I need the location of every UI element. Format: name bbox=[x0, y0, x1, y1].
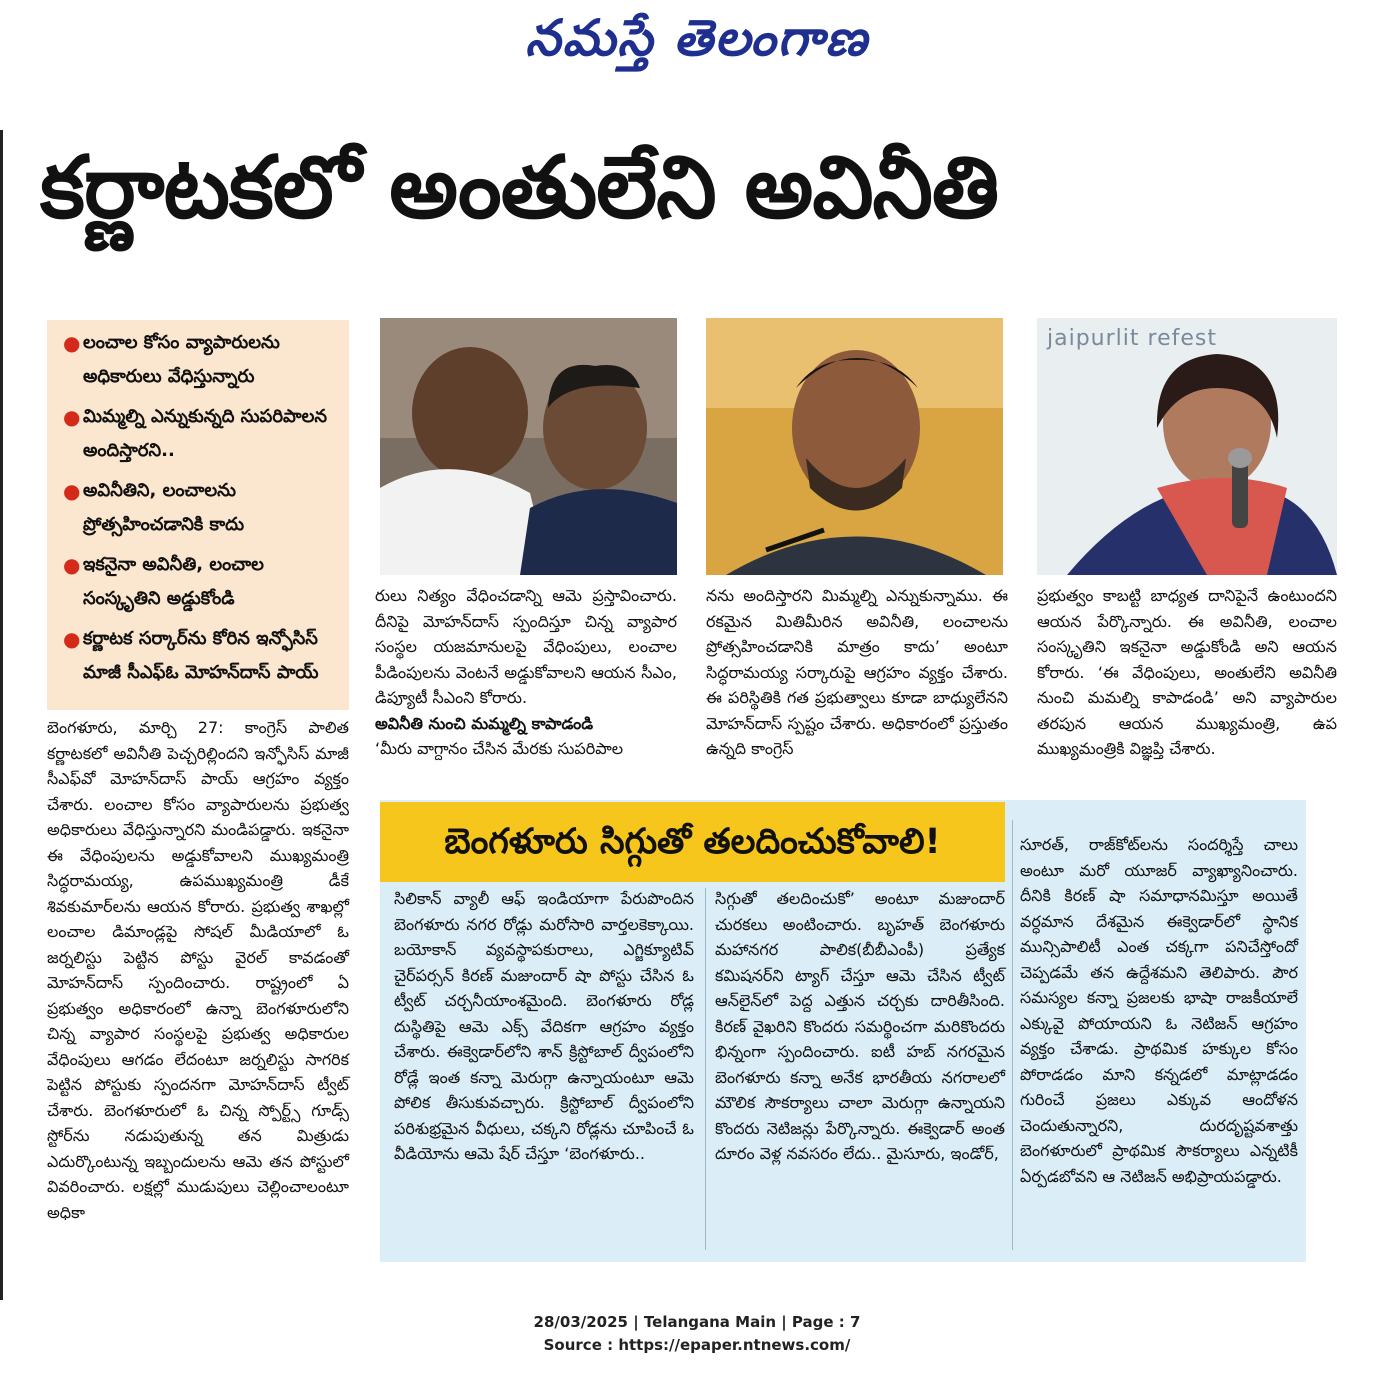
highlight-item: ● అవినీతిని, లంచాలను ప్రోత్సహించడానికి కాదు bbox=[47, 474, 349, 542]
footer-date-line: 28/03/2025 | Telangana Main | Page : 7 bbox=[533, 1313, 861, 1331]
photo-politicians bbox=[380, 318, 677, 575]
article-text: నను అందిస్తారని మిమ్మల్ని ఎన్నుకున్నాము. ఈ రకమైన మితిమీరిన అవినీతి, లంచాలను ప్రోత్సహించడానికి మాత్రం కాదు’ అంటూ సిద్ధరామయ్య సర్కారుపై ఆగ్రహం వ్యక్తం చేశారు. ఈ పరిస్థితికి గత ప్రభుత్వాలు కూడా బాధ్యులేనని మోహన్‌దాస్ స్పష్టం చేశారు. అధికారంలో ప్రస్తుతం ఉన్నది కాంగ్రెస్ bbox=[706, 586, 1008, 758]
article-column-1 bbox=[47, 715, 349, 1225]
article-subheading: అవినీతి నుంచి మమ్మల్ని కాపాడండి bbox=[375, 713, 594, 733]
bullet-icon: ● bbox=[63, 553, 81, 577]
highlight-item: ● మిమ్మల్ని ఎన్నుకున్నది సుపరిపాలన అందిస్తారని.. bbox=[47, 400, 349, 468]
article-text: బెంగళూరు, మార్చి 27: కాంగ్రెస్ పాలిత కర్ణాటకలో అవినీతి పెచ్చరిల్లిందని ఇన్ఫోసిస్ మాజీ సీఎఫ్‌వో మోహన్‌దాస్ పాయ్ ఆగ్రహం వ్యక్తం చేశారు. లంచాల కోసం వ్యాపారులను ప్రభుత్వ అధికారులు వేధిస్తున్నారని మండిపడ్డారు. ఇకనైనా ఈ వేధింపులను అడ్డుకోవాలని ముఖ్యమంత్రి సిద్ధరామయ్య, ఉపముఖ్యమంత్రి డీకే శివకుమార్‌లను ఆయన కోరారు. ప్రభుత్వ శాఖల్లో లంచాల డిమాండ్లపై సోషల్ మీడియాలో ఓ జర్నలిస్టు పెట్టిన పోస్టు వైరల్ కావడంతో మోహన్‌దాస్ స్పందించారు. రాష్ట్రంలో ఏ ప్రభుత్వం అధికారంలో ఉన్నా బెంగళూరులోని చిన్న వ్యాపార సంస్థలపై ప్రభుత్వ అధికారుల వేధింపులు ఆగడం లేదంటూ జర్నలిస్టు సాగరిక పెట్టిన పోస్టుకు స్పందనగా మోహన్‌దాస్ ట్వీట్ చేశారు. బెంగళూరులో ఓ చిన్న స్పోర్ట్స్ గూడ్స్ స్టోర్‌ను నడుపుతున్న తన మిత్రుడు ఎదుర్కొంటున్న ఇబ్బందులను ఆమె తన పోస్టులో వివరించారు. లక్షల్లో ముడుపులు చెల్లించాలంటూ అధికా bbox=[47, 718, 349, 1222]
highlight-item: ● కర్ణాటక సర్కార్‌ను కోరిన ఇన్ఫోసిస్ మాజీ సీఎఫ్‌ఓ మోహన్‌దాస్ పాయ్ bbox=[47, 622, 349, 690]
left-rule bbox=[0, 130, 3, 1300]
headline: కర్ణాటకలో అంతులేని అవినీతి bbox=[40, 138, 999, 238]
highlights-box bbox=[47, 320, 349, 710]
sidebar-text: సూరత్, రాజ్‌కోట్‌లను సందర్శిస్తే చాలు అంటూ మరో యూజర్ వ్యాఖ్యానించారు. దీనికి కిరణ్ షా సమాధానమిస్తూ అయితే వర్ధమాన దేశమైన ఈక్వెడార్‌లో స్థానిక మున్సిపాలిటీ ఎంత చక్కగా పనిచేస్తోందో చెప్పడమే తన ఉద్దేశమని తెలిపారు. పౌర సమస్యల కన్నా ప్రజలకు భాషా రాజకీయాలే ఎక్కువై పోయాయని ఓ నెటిజన్ ఆగ్రహం వ్యక్తం చేశాడు. ప్రాథమిక హక్కుల కోసం పోరాడడం మాని కన్నడలో మాట్లాడడం గురించే ప్రజలు ఎక్కువ ఆందోళన చెందుతున్నారని, దురదృష్టవశాత్తు బెంగళూరులో ప్రాథమిక సౌకర్యాలు ఎన్నటికీ ఏర్పడబోవని ఆ నెటిజన్ అభిప్రాయపడ్డారు. bbox=[1020, 835, 1298, 1186]
bullet-icon: ● bbox=[63, 627, 81, 651]
bullet-icon: ● bbox=[63, 331, 81, 355]
article-column-4 bbox=[1037, 583, 1337, 762]
highlight-item: ● లంచాల కోసం వ్యాపారులను అధికారులు వేధిస్తున్నారు bbox=[47, 326, 349, 394]
masthead-logo: నమస్తే తెలంగాణ bbox=[525, 8, 869, 67]
sidebar-story-title: బెంగళూరు సిగ్గుతో తలదించుకోవాలి! bbox=[380, 802, 1005, 882]
highlight-item: ● ఇకనైనా అవినీతి, లంచాల సంస్కృతిని అడ్డుకోండి bbox=[47, 548, 349, 616]
footer-source-line: Source : https://epaper.ntnews.com/ bbox=[543, 1336, 851, 1354]
sidebar-column-2 bbox=[715, 886, 1005, 1167]
sidebar-column-3 bbox=[1020, 832, 1298, 1189]
article-column-3 bbox=[706, 583, 1008, 762]
article-text: రులు నిత్యం వేధించడాన్ని ఆమె ప్రస్తావించారు. దీనిపై మోహన్‌దాస్ స్పందిస్తూ చిన్న వ్యాపార సంస్థల యజమానులపై వేధింపులు, లంచాల పీడింపులను వెంటనే అడ్డుకోవాలని ఆయన సీఎం, డిప్యూటీ సీఎంని కోరారు. bbox=[375, 586, 677, 707]
sidebar-column-1 bbox=[394, 886, 694, 1167]
sidebar-text: సిగ్గుతో తలదించుకో’ అంటూ మజుందార్ చురకలు అంటించారు. బృహత్ బెంగళూరు మహానగర పాలిక(బీబీఎంపీ) ప్రత్యేక కమిషనర్‌ని ట్యాగ్ చేస్తూ ఆమె చేసిన ట్వీట్ ఆన్‌లైన్‌లో పెద్ద ఎత్తున చర్చకు దారితీసింది. కిరణ్ వైఖరిని కొందరు సమర్థించగా మరికొందరు భిన్నంగా స్పందించారు. ఐటీ హబ్ నగరమైన బెంగళూరు కన్నా అనేక భారతీయ నగరాలలో మౌలిక సౌకర్యాలు చాలా మెరుగ్గా ఉన్నాయని కొందరు నెటిజన్లు పేర్కొన్నారు. ఈక్వెడార్ అంత దూరం వెళ్ల నవసరం లేదు.. మైసూరు, ఇండోర్, bbox=[715, 889, 1005, 1163]
column-divider bbox=[1012, 820, 1013, 1250]
article-text: ‘మీరు వాగ్దానం చేసిన మేరకు సుపరిపాల bbox=[375, 739, 624, 758]
column-divider bbox=[705, 888, 706, 1250]
photo-mohandas-pai bbox=[706, 318, 1003, 575]
bullet-icon: ● bbox=[63, 479, 81, 503]
article-text: ప్రభుత్వం కాబట్టి బాధ్యత దానిపైనే ఉంటుందని ఆయన పేర్కొన్నారు. ఈ అవినీతి, లంచాల సంస్కృతిని ఇకనైనా అడ్డుకోండి అని ఆయన కోరారు. ‘ఈ వేధింపులు, అంతులేని అవినీతి నుంచి మమల్ని కాపాడండి’ అని వ్యాపారుల తరపున ఆయన ముఖ్యమంత్రి, ఉప ముఖ్యమంత్రికి విజ్ఞప్తి చేశారు. bbox=[1037, 586, 1337, 758]
photo-kiran-mazumdar-shaw bbox=[1037, 318, 1337, 575]
sidebar-text: సిలికాన్ వ్యాలీ ఆఫ్ ఇండియాగా పేరుపొందిన బెంగళూరు నగర రోడ్లు మరోసారి వార్తలకెక్కాయి. బయోకాన్ వ్యవస్థాపకురాలు, ఎగ్జిక్యూటివ్ చైర్‌పర్సన్ కిరణ్ మజుందార్ షా పోస్టు చేసిన ఓ ట్వీట్ చర్చనీయాంశమైంది. బెంగళూరు రోడ్ల దుస్థితిపై ఆమె ఎక్స్ వేదికగా ఆగ్రహం వ్యక్తం చేశారు. ఈక్వెడార్‌లోని శాన్ క్రిస్టోబాల్ ద్వీపంలోని రోడ్లే ఇంత కన్నా మెరుగ్గా ఉన్నాయంటూ ఆమె పోలిక తీసుకువచ్చారు. క్రిస్టోబాల్ ద్వీపంలోని పరిశుభ్రమైన వీధులు, చక్కని రోడ్లను చూపించే ఓ వీడియోను ఆమె షేర్ చేస్తూ ‘బెంగళూరు.. bbox=[394, 889, 694, 1163]
photo-backdrop-text: jaipurlit refest bbox=[1047, 326, 1217, 351]
bullet-icon: ● bbox=[63, 405, 81, 429]
article-column-2 bbox=[375, 583, 677, 762]
